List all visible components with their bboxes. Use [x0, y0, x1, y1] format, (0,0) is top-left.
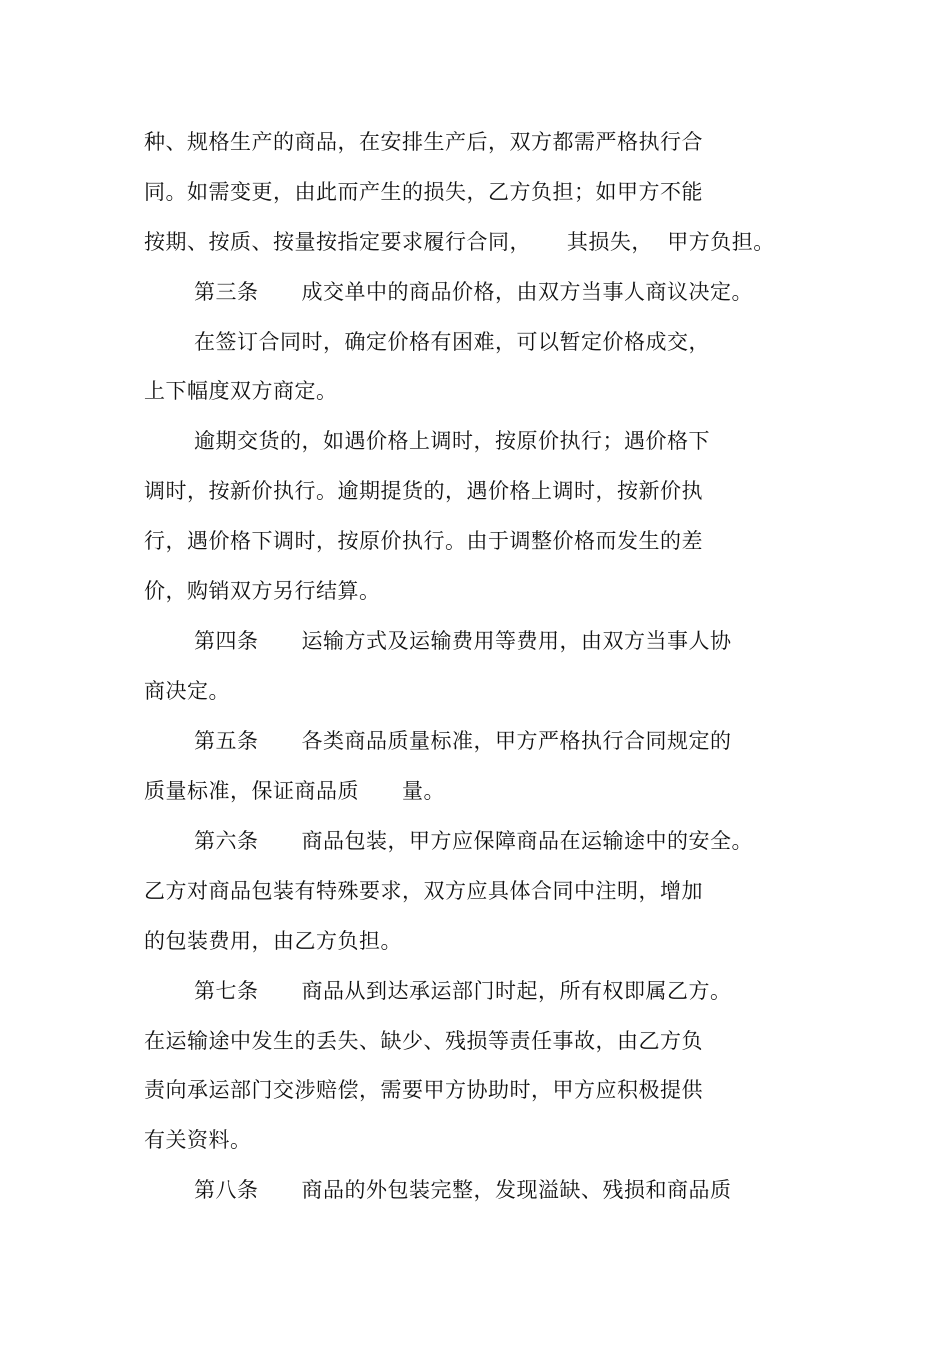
text-line: 第七条 商品从到达承运部门时起，所有权即属乙方。: [194, 979, 732, 1003]
text-line: 调时，按新价执行。逾期提货的，遇价格上调时，按新价执: [144, 479, 703, 503]
text-line: 有关资料。: [144, 1128, 252, 1152]
text-line: 第五条 各类商品质量标准，甲方严格执行合同规定的: [194, 729, 732, 753]
text-line: 第三条 成交单中的商品价格，由双方当事人商议决定。: [194, 280, 754, 304]
text-line: 商决定。: [144, 679, 230, 703]
text-line: 按期、按质、按量按指定要求履行合同， 其损失， 甲方负担。: [144, 230, 775, 254]
text-line: 价，购销双方另行结算。: [144, 579, 381, 603]
text-line: 逾期交货的，如遇价格上调时，按原价执行；遇价格下: [194, 429, 710, 453]
text-line: 行，遇价格下调时，按原价执行。由于调整价格而发生的差: [144, 529, 703, 553]
text-line: 在签订合同时，确定价格有困难，可以暂定价格成交，: [194, 330, 710, 354]
text-line: 同。如需变更，由此而产生的损失，乙方负担；如甲方不能: [144, 180, 703, 204]
text-line: 上下幅度双方商定。: [144, 379, 338, 403]
text-line: 质量标准，保证商品质 量。: [144, 779, 446, 803]
text-line: 第六条 商品包装，甲方应保障商品在运输途中的安全。: [194, 829, 754, 853]
text-line: 乙方对商品包装有特殊要求，双方应具体合同中注明，增加: [144, 879, 703, 903]
text-line: 种、规格生产的商品，在安排生产后，双方都需严格执行合: [144, 130, 703, 154]
text-line: 的包装费用，由乙方负担。: [144, 929, 402, 953]
text-line: 第八条 商品的外包装完整，发现溢缺、残损和商品质: [194, 1178, 732, 1202]
text-line: 责向承运部门交涉赔偿，需要甲方协助时，甲方应积极提供: [144, 1078, 703, 1102]
text-line: 第四条 运输方式及运输费用等费用，由双方当事人协: [194, 629, 732, 653]
text-line: 在运输途中发生的丢失、缺少、残损等责任事故，由乙方负: [144, 1029, 703, 1053]
